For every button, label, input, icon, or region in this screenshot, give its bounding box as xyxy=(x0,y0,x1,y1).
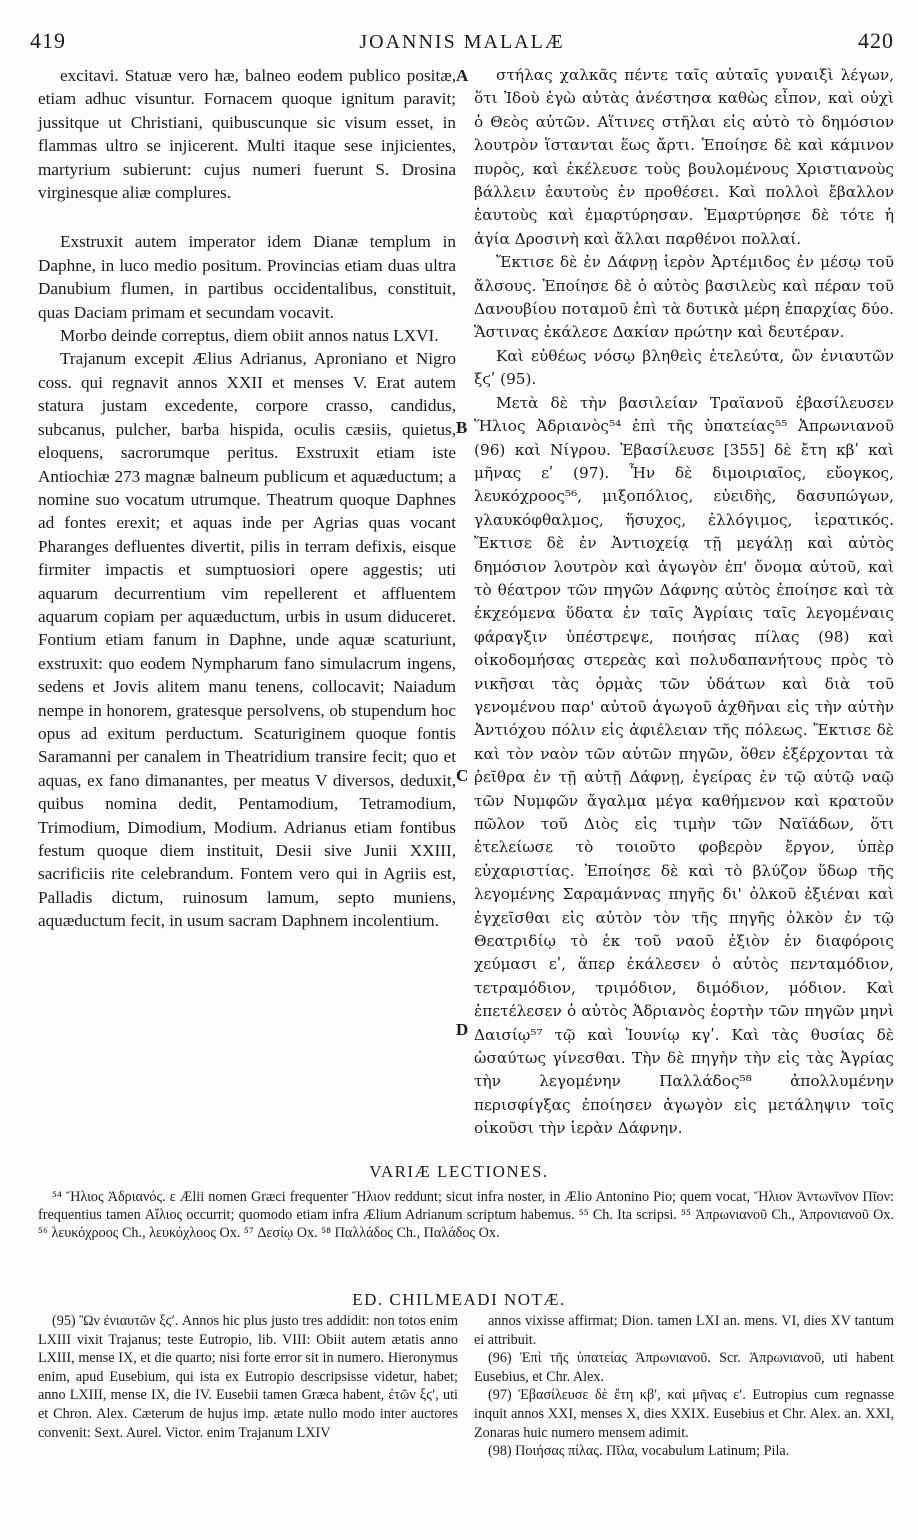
latin-paragraph: Morbo deinde correptus, diem obiit annos natus LXVI. xyxy=(60,326,439,346)
margin-letter-c: C xyxy=(456,766,469,785)
page-header xyxy=(30,28,894,62)
note-paragraph: (95) Ὢν ἐνιαυτῶν ξϛʹ. Annos hic plus justo tres addidit: non totos enim LXIII vixit Trajanus; teste Eutropio, lib. VIII: Obiit autem ætatis anno LXIII, mense IX, et die quarto; nisi forte error sit in numero. Hieronymus enim, apud Eusebium, qui ista ex Eutropio descripsisse videtur, habet; anno LXIII, mense IX, die IV. Eusebii tamen Græca habent, ἐτῶν ξϛʹ, uti et Chron. Alex. Cæterum de hujus imp. ætate nullo modo inter auctores convenit: Sext. Aurel. Victor. enim Trajanum LXIV xyxy=(38,1313,458,1441)
latin-paragraph: excitavi. Statuæ vero hæ, balneo eodem publico positæ, etiam adhuc visuntur. Fornacem quoque ignitum paravit; jussitque ut Christiani, quibuscunque sic visum esset, in flammas ultro se injicerent. Multi itaque sese injicientes, martyrium subierunt: cujus numeri fuerunt S. Drosina virginesque aliæ complures. xyxy=(38,66,456,203)
margin-letter-b: B xyxy=(456,418,468,437)
left-page-number: 419 xyxy=(30,28,66,53)
greek-column xyxy=(474,64,894,1141)
variae-lectiones-title: VARIÆ LECTIONES. xyxy=(369,1162,549,1181)
notes-left-column xyxy=(38,1312,458,1442)
notes-title: ED. CHILMEADI NOTÆ. xyxy=(352,1290,566,1309)
greek-paragraph: Καὶ εὐθέως νόσῳ βληθεὶς ἐτελεύτα, ὢν ἐνιαυτῶν ξϛʹ (95). xyxy=(474,346,894,389)
right-page-number: 420 xyxy=(857,28,894,53)
note-paragraph: (97) Ἐβασίλευσε δὲ ἔτη κβʹ, καὶ μῆνας εʹ. Eutropius cum regnasse inquit annos XXI, menses X, dies XXIX. Eusebius et Chr. Alex. an. XXI, Zonaras huic numero mensem adimit. xyxy=(474,1387,894,1441)
note-paragraph: (98) Ποιήσας πίλας. Πῖλα, vocabulum Latinum; Pila. xyxy=(488,1443,790,1460)
margin-letter-a: A xyxy=(456,66,469,85)
running-title: JOANNIS MALALÆ xyxy=(359,31,565,53)
variae-lectiones xyxy=(38,1188,894,1242)
margin-letter-d: D xyxy=(456,1020,469,1039)
notes-right-column xyxy=(474,1312,894,1461)
greek-paragraph: στήλας χαλκᾶς πέντε ταῖς αὐταῖς γυναιξὶ λέγων, ὅτι Ἰδοὺ ἐγὼ αὐτὰς ἀνέστησα καθὼς εἶπον, καὶ οὐχὶ ὁ Θεὸς αὐτῶν. Αἵτινες στῆλαι εἰς αὐτὸ τὸ δημόσιον λουτρὸν ἵστανται ἕως ἄρτι. Ἐποίησε δὲ καὶ κάμινον πυρὸς, καὶ ἐκέλευσε τοὺς βουλομένους Χριστιανοὺς βάλλειν ἑαυτοὺς ἐν προθέσει. Καὶ πολλοὶ ἔβαλλον ἑαυτοὺς καὶ ἐμαρτύρησαν. Ἐμαρτύρησε δὲ τότε ἡ ἁγία Δροσινὴ καὶ ἄλλαι παρθένοι πολλαί. xyxy=(474,66,894,248)
greek-paragraph: Ἔκτισε δὲ ἐν Δάφνῃ ἱερὸν Ἀρτέμιδος ἐν μέσῳ τοῦ ἄλσους. Ἐποίησε δὲ ὁ αὐτὸς βασιλεὺς καὶ πέραν τοῦ Δανουβίου ποταμοῦ ἐπὶ τὰ δυτικὰ μέρη ἐπαρχίας δύο. Ἅστινας ἐκάλεσε Δακίαν πρώτην καὶ δευτέραν. xyxy=(474,253,894,342)
note-paragraph: (96) Ἐπὶ τῆς ὑπατείας Ἀπρωνιανοῦ. Scr. Ἀπρωνιανοῦ, uti habent Eusebius, et Chr. Alex. xyxy=(474,1350,894,1385)
note-paragraph: annos vixisse affirmat; Dion. tamen LXI an. mens. VI, dies XV tantum ei attribuit. xyxy=(474,1313,894,1348)
latin-paragraph: Trajanum excepit Ælius Adrianus, Aproniano et Nigro coss. qui regnavit annos XXII et menses V. Erat autem statura justam excedente, corpore crasso, candidus, subcanus, pulcher, barba hispida, oculis cæsiis, quietus, eloquens, sacrorumque peritus. Exstruxit etiam iste Antiochiæ 273 magnæ balneum publicum et aquæductum; a nomine suo vocatum utrumque. Theatrum quoque Daphnes ad fontes erexit; et aquas inde per Agrias quas vocant Pharanges defluentes divertit, pilis in terram defixis, eisque firmiter impactis et sumptuosiori opere aggestis; uti aquarum decurrentium vim repellerent et affluentem aquarum copiam per aquæductum, urbis in usum diduceret. Fontium etiam fanum in Daphne, unde aquæ scaturiunt, exstruxit: quo eodem Nympharum fano simulacrum ingens, sedens et Jovis alitem manu tenens, collocavit; Naiadum nempe in honorem, gratesque persolvens, ob stupendum hoc opus ad exitum perductum. Scaturiginem quoque fontis Saramanni per canalem in Theatridium transire fecit; quo et aquas, ex fano dimanantes, per meatus V diversos, deduxit, quibus nomina dedit, Pentamodium, Tetramodium, Trimodium, Dimodium, Modium. Adrianus etiam fontibus festum quoque diem instituit, Desii sive Junii XXIII, sacrificiis rite celebrandum. Fontem vero qui in Agriis est, Palladis dictum, ruinosum lamum, septo muniens, aquæductum fecit, in usum sacram Daphnem incolentium. xyxy=(38,349,456,931)
greek-paragraph: Μετὰ δὲ τὴν βασιλείαν Τραϊανοῦ ἐβασίλευσεν Ἥλιος Ἀδριανὸς⁵⁴ ἐπὶ τῆς ὑπατείας⁵⁵ Ἀπρωνιανοῦ (96) καὶ Νίγρου. Ἐβασίλευσε [355] δὲ ἔτη κβʹ καὶ μῆνας εʹ (97). Ἦν δὲ διμοιριαῖος, εὔογκος, λευκόχροος⁵⁶, μιξοπόλιος, εὐειδὴς, δασυπώγων, γλαυκόφθαλμος, ἥσυχος, ἐλλόγιμος, ἱερατικός. Ἔκτισε δὲ ἐν Ἀντιοχείᾳ τῇ μεγάλῃ καὶ αὐτὸς δημόσιον λουτρὸν καὶ ἀγωγὸν ἐπ' ὄνομα αὐτοῦ, καὶ τὸ θέατρον τῶν πηγῶν Δάφνης αὐτὸς ἐποίησε καὶ τὰ ἐκχεόμενα ὕδατα ἐν ταῖς Ἀγρίαις ταῖς λεγομέναις φάραγξιν ὑπέστρεψε, ποιήσας πίλας (98) καὶ οἰκοδομήσας στερεὰς καὶ πολυδαπανήτους πρὸς τὸ νικῆσαι τὰς ὁρμὰς τῶν ὑδάτων καὶ διὰ τοῦ γενομένου παρ' αὐτοῦ ἀγωγοῦ ἀχθῆναι εἰς τὴν αὐτὴν Ἀντιόχου πόλιν εἰς ἀφιέλειαν τῆς πόλεως. Ἔκτισε δὲ καὶ τὸν ναὸν τῶν αὐτῶν πηγῶν, ὅθεν ἐξέρχονται τὰ ῥεῖθρα ἐν τῇ αὐτῇ Δάφνῃ, ἐγείρας ἐν τῷ αὐτῷ ναῷ τῶν Νυμφῶν ἄγαλμα μέγα καθήμενον καὶ κρατοῦν πῶλον τοῦ Διὸς εἰς τιμὴν τῶν Ναϊάδων, ὅτι ἐτελείωσε τὸ τοιοῦτο φοβερὸν ἔργον, ὑπὲρ εὐχαριστίας. Ἐποίησε δὲ καὶ τὸ βλύζον ὕδωρ τῆς λεγομένης Σαραμάννας πηγῆς δι' ὀλκοῦ ἐξιέναι καὶ ἐγχεῖσθαι εἰς αὐτὸν τὸν τῆς πηγῆς ὀλκὸν ἐν τῷ Θεατριδίῳ τὸ ἐκ τοῦ ναοῦ ἐξιὸν ἐν διαφόροις χεύμασι εʹ, ἅπερ ἐκάλεσεν ὁ αὐτὸς πενταμόδιον, τετραμόδιον, τριμόδιον, διμόδιον, μόδιον. Καὶ ἐπετέλεσεν ὁ αὐτὸς Ἀδριανὸς ἑορτὴν τῶν πηγῶν μηνὶ Δαισίῳ⁵⁷ τῷ καὶ Ἰουνίῳ κγʹ. Καὶ τὰς θυσίας δὲ ὡσαύτως γίνεσθαι. Τὴν δὲ πηγὴν τὴν εἰς τὰς Ἀγρίας τὴν λεγομένην Παλλάδος⁵⁸ ἀπολλυμένην περισφίγξας ἐποίησεν ἀγωγὸν εἰς μετάληψιν τοῖς οἰκοῦσι τὴν ἱερὰν Δάφνην. xyxy=(474,393,894,1138)
variae-text: ⁵⁴ Ἤλιος Ἀδριανός. ε Ælii nomen Græci frequenter Ἥλιον reddunt; sicut infra noster, in Ælio Antonino Pio; quem vocat, Ἥλιον Ἀντωνῖνον Πῖον: frequentius tamen Αἴλιος occurrit; quomodo etiam infra Ælium Adrianum scriptum habemus. ⁵⁵ Ch. Ita scripsi. ⁵⁵ Ἀπρωνιανοῦ Ch., Ἀπρονιανοῦ Ox. ⁵⁶ λευκόχροος Ch., λευκόχλοος Ox. ⁵⁷ Δεσίῳ Ox. ⁵⁸ Παλλάδος Ch., Παλάδος Ox. xyxy=(38,1189,894,1241)
latin-paragraph: Exstruxit autem imperator idem Dianæ templum in Daphne, in luco medio positum. Provincias etiam duas ultra Danubium flumen, in partibus occidentalibus, constituit, quas Daciam primam et secundam vocavit. xyxy=(38,232,456,322)
latin-column xyxy=(38,64,456,933)
